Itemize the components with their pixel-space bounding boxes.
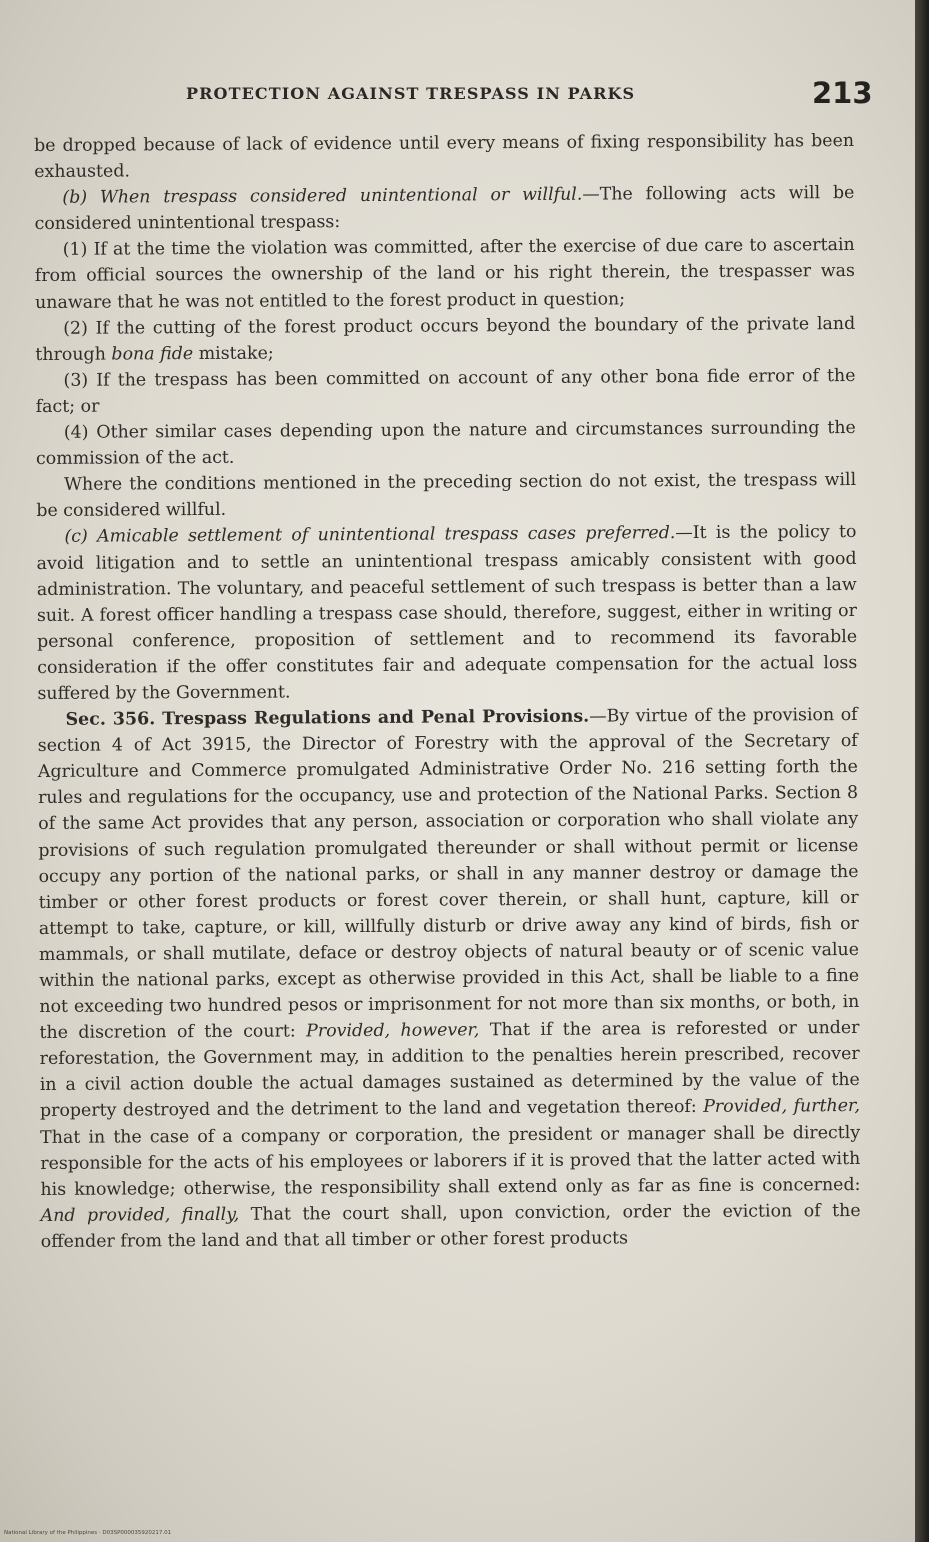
- subsection-label: (b): [62, 187, 88, 209]
- italic-term: Provided, however,: [306, 1020, 480, 1042]
- paragraph-continuation: [34, 128, 854, 185]
- section-paragraph: [38, 702, 861, 1255]
- paragraph-text: That if the area is reforested or under reforestation, the Government may, in addition to the penalties herein prescribed, recover in a civil action double the actual damages sustained as determined by the value of the property destroyed and the detriment to the land and vegetation thereof:: [39, 1018, 860, 1122]
- list-item-text: mistake;: [198, 343, 274, 364]
- page-edge-shadow: [915, 0, 929, 1542]
- subsection-heading: Amicable settlement of unintentional trespass cases preferred.: [97, 523, 676, 548]
- paragraph-text: That the court shall, upon conviction, order the eviction of the offender from the land and that all timber or other forest products: [40, 1200, 861, 1252]
- list-item: [35, 232, 855, 315]
- page-header: [0, 76, 929, 116]
- list-item-text: (3) If the trespass has been committed on account of any other bona fide error of the fact; or: [35, 365, 856, 417]
- subsection-label: (c): [64, 527, 88, 548]
- paragraph-text: —The following acts will be considered unintentional trespass:: [34, 183, 855, 235]
- list-item: [35, 311, 855, 368]
- list-item-text: (1) If at the time the violation was committed, after the exercise of due care to ascertain from official sources the ownership of the land or his right therein, the trespasser was unaware that he was not entitled to the forest product in question;: [34, 235, 855, 313]
- italic-term: Provided, further,: [703, 1096, 861, 1118]
- list-item: [36, 415, 856, 472]
- paragraph-subsection-b: [34, 180, 854, 237]
- italic-term: bona fide: [111, 343, 194, 365]
- subsection-heading: When trespass considered unintentional or willful.: [99, 184, 583, 208]
- paragraph: [36, 467, 856, 524]
- footer-note: National Library of the Philippines · D03SP000035920217.01: [4, 1530, 172, 1536]
- body-text: [34, 128, 861, 1255]
- list-item-text: (4) Other similar cases depending upon the nature and circumstances surrounding the commission of the act.: [35, 418, 856, 470]
- section-heading: Sec. 356. Trespass Regulations and Penal Provisions.: [65, 706, 590, 730]
- running-head: PROTECTION AGAINST TRESPASS IN PARKS: [186, 84, 636, 103]
- page-number: 213: [812, 76, 873, 110]
- list-item-text: (2) If the cutting of the forest product occurs beyond the boundary of the private land through: [35, 313, 856, 365]
- paragraph-text: —It is the policy to avoid litigation and to settle an unintentional trespass amicably consistent with good administration. The voluntary, and peaceful settlement of such trespass is better than a law suit. A forest officer handling a trespass case should, therefore, suggest, either in writing or personal conference, proposition of settlement and to recommend its favorable consideration if the offer constitutes fair and adequate compensation for the actual loss suffered by the Government.: [36, 522, 858, 704]
- paragraph-text: be dropped because of lack of evidence until every means of fixing responsibility has been exhausted.: [34, 130, 855, 183]
- paragraph-text: —By virtue of the provision of section 4 of Act 3915, the Director of Forestry with the approval of the Secretary of Agriculture and Commerce promulgated Administrative Order No. 216 setting forth the rules and regulations for the occupancy, use and protection of the National Parks. Section 8 of the same Act provides that any person, association or corporation who shall violate any provisions of such regulation promulgated thereunder or shall without permit or license occupy any portion of the national parks, or shall in any manner destroy or damage the timber or other forest products or forest cover therein, or shall hunt, capture, kill or attempt to take, capture, or kill, willfully disturb or drive away any kind of birds, fish or mammals, or shall mutilate, deface or destroy objects of natural beauty or of scenic value within the national parks, except as otherwise provided in this Act, shall be liable to a fine not exceeding two hundred pesos or imprisonment for not more than six months, or both, in the discretion of the court:: [37, 705, 860, 1044]
- paragraph-subsection-c: [36, 519, 857, 707]
- list-item: [35, 363, 855, 420]
- paragraph-text: That in the case of a company or corporation, the president or manager shall be directly responsible for the acts of his employees or laborers if it is proved that the latter acted with his knowledge; otherwise, the responsibility shall extend only as far as fine is concerned:: [40, 1122, 861, 1200]
- paragraph-text: Where the conditions mentioned in the preceding section do not exist, the trespass will be considered willful.: [36, 470, 857, 522]
- italic-term: And provided, finally,: [40, 1204, 240, 1226]
